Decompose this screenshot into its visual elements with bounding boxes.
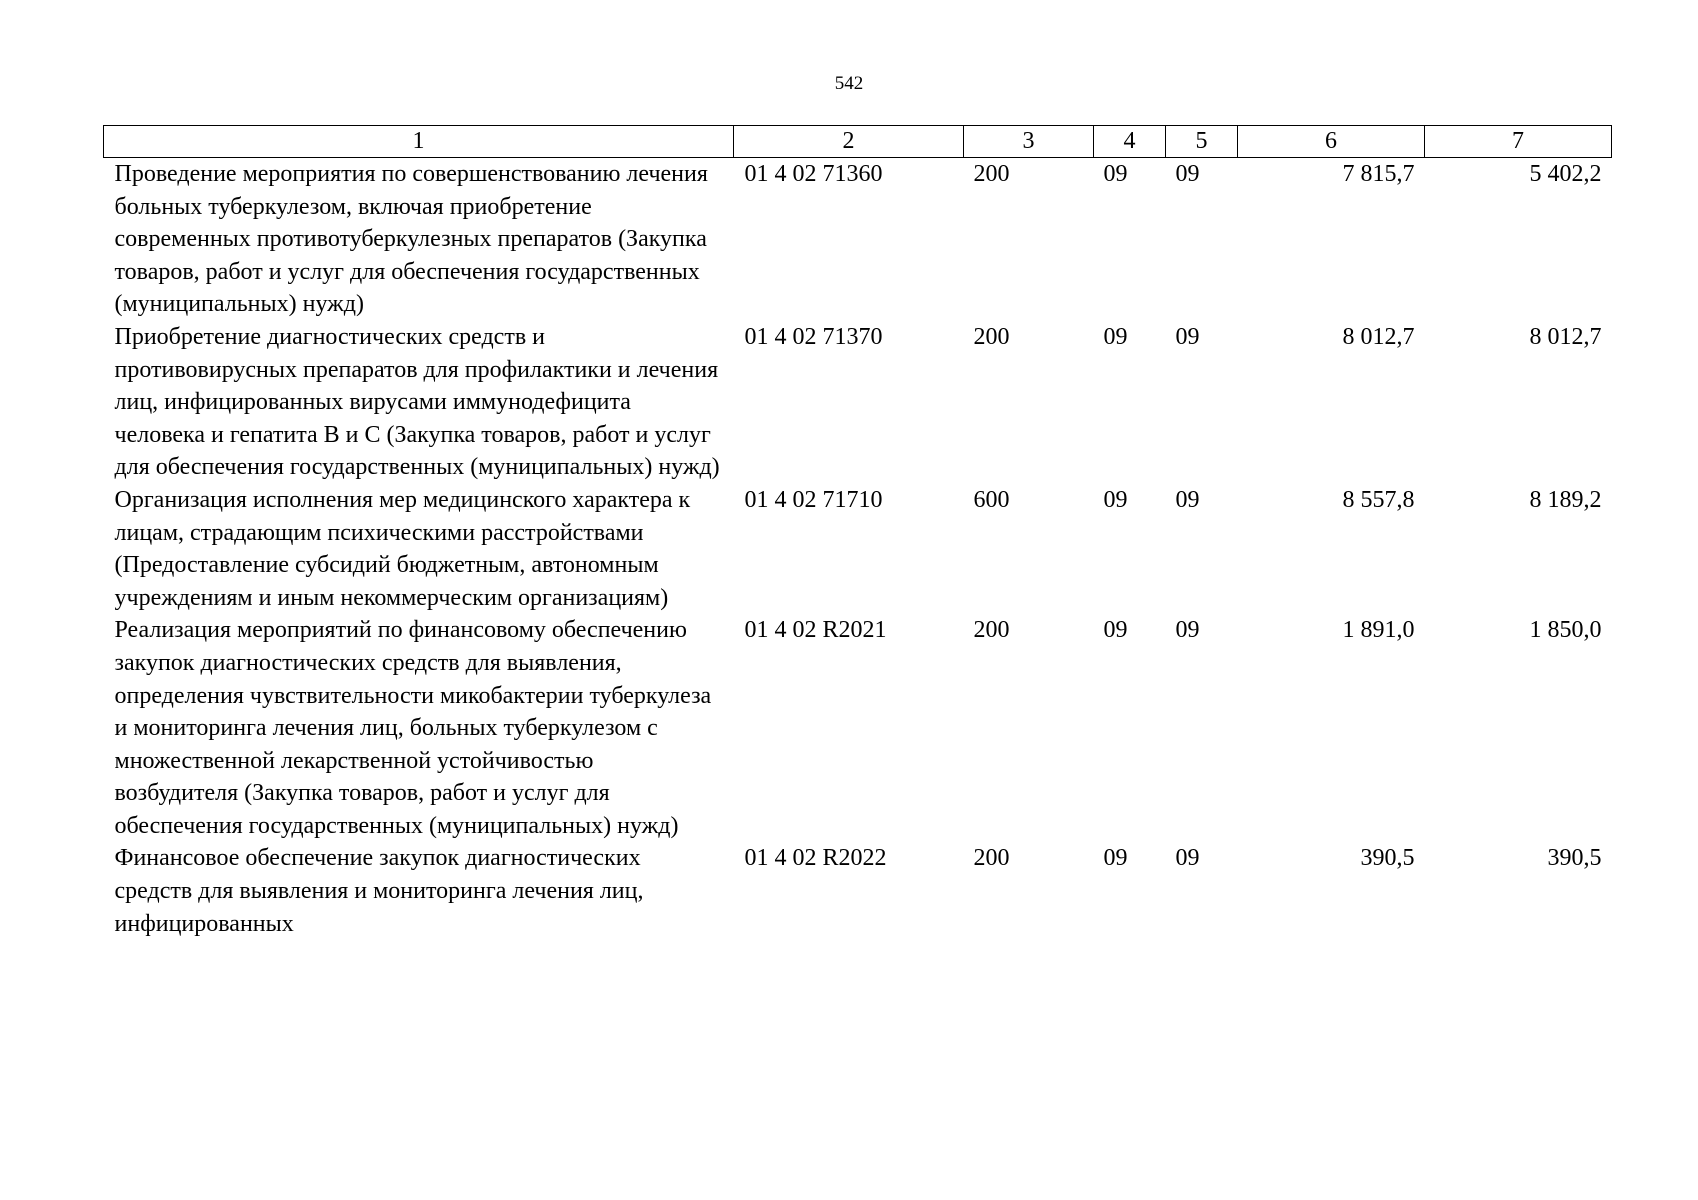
column-header-code: 2 <box>734 126 964 158</box>
column-header-amount-1: 6 <box>1238 126 1425 158</box>
row-name: Организация исполнения мер медицинского характера к лицам, страдающим психическими расстройствами (Предоставление субсидий бюджетным, автономным учреждениям и иным некоммерческим организациям) <box>114 486 691 611</box>
row-subsection: 09 <box>1175 161 1200 187</box>
column-header-name: 1 <box>104 126 734 158</box>
budget-table <box>103 125 1612 940</box>
row-code: 01 4 02 71370 <box>744 323 883 350</box>
row-name: Реализация мероприятий по финансовому обеспечению закупок диагностических средств для выявления, определения чувствительности микобактерии туберкулеза и мониторинга лечения лиц, больных туберкулезом с множественной лекарственной устойчивостью возбудителя (Закупка товаров, работ и услуг для обеспечения государственных (муниципальных) нужд) <box>114 617 712 839</box>
row-section: 09 <box>1103 161 1128 187</box>
row-amount-1: 8 557,8 <box>1342 486 1415 513</box>
table-row <box>104 484 1612 614</box>
row-section: 09 <box>1103 845 1128 872</box>
row-code: 01 4 02 71360 <box>744 161 883 187</box>
row-subsection: 09 <box>1175 323 1200 350</box>
row-amount-1: 1 891,0 <box>1342 617 1415 644</box>
row-name: Финансовое обеспечение закупок диагностических средств для выявления и мониторинга лечения лиц, инфицированных <box>114 845 644 937</box>
row-subsection: 09 <box>1175 845 1200 872</box>
page-number: 542 <box>834 73 864 94</box>
row-code: 01 4 02 R2021 <box>744 617 887 644</box>
row-amount-2: 1 850,0 <box>1529 617 1602 644</box>
row-subsection: 09 <box>1175 617 1200 644</box>
column-header-subsection: 5 <box>1166 126 1238 158</box>
row-code: 01 4 02 71710 <box>744 486 883 513</box>
row-amount-2: 5 402,2 <box>1529 161 1602 187</box>
column-header-expense-type: 3 <box>964 126 1094 158</box>
table-row <box>104 158 1612 321</box>
row-name: Приобретение диагностических средств и противовирусных препаратов для профилактики и лечения лиц, инфицированных вирусами иммунодефицита человека и гепатита В и С (Закупка товаров, работ и услуг для обеспечения государственных (муниципальных) нужд) <box>114 323 720 481</box>
table-row <box>104 614 1612 842</box>
table-row <box>104 842 1612 940</box>
row-section: 09 <box>1103 617 1128 644</box>
row-amount-1: 8 012,7 <box>1342 323 1415 350</box>
row-name: Проведение мероприятия по совершенствованию лечения больных туберкулезом, включая приобретение современных противотуберкулезных препаратов (Закупка товаров, работ и услуг для обеспечения государственных (муниципальных) нужд) <box>114 161 708 318</box>
row-subsection: 09 <box>1175 486 1200 513</box>
row-expense-type: 200 <box>973 161 1010 187</box>
row-amount-1: 390,5 <box>1360 845 1415 872</box>
row-amount-1: 7 815,7 <box>1342 161 1415 187</box>
row-expense-type: 200 <box>973 845 1010 872</box>
row-code: 01 4 02 R2022 <box>744 845 887 872</box>
row-section: 09 <box>1103 486 1128 513</box>
table-row <box>104 321 1612 484</box>
column-header-amount-2: 7 <box>1425 126 1612 158</box>
row-amount-2: 390,5 <box>1547 845 1602 872</box>
row-amount-2: 8 189,2 <box>1529 486 1602 513</box>
row-amount-2: 8 012,7 <box>1529 323 1602 350</box>
row-section: 09 <box>1103 323 1128 350</box>
row-expense-type: 600 <box>973 486 1010 513</box>
row-expense-type: 200 <box>973 323 1010 350</box>
row-expense-type: 200 <box>973 617 1010 644</box>
column-header-section: 4 <box>1094 126 1166 158</box>
table-header-row <box>104 126 1612 158</box>
